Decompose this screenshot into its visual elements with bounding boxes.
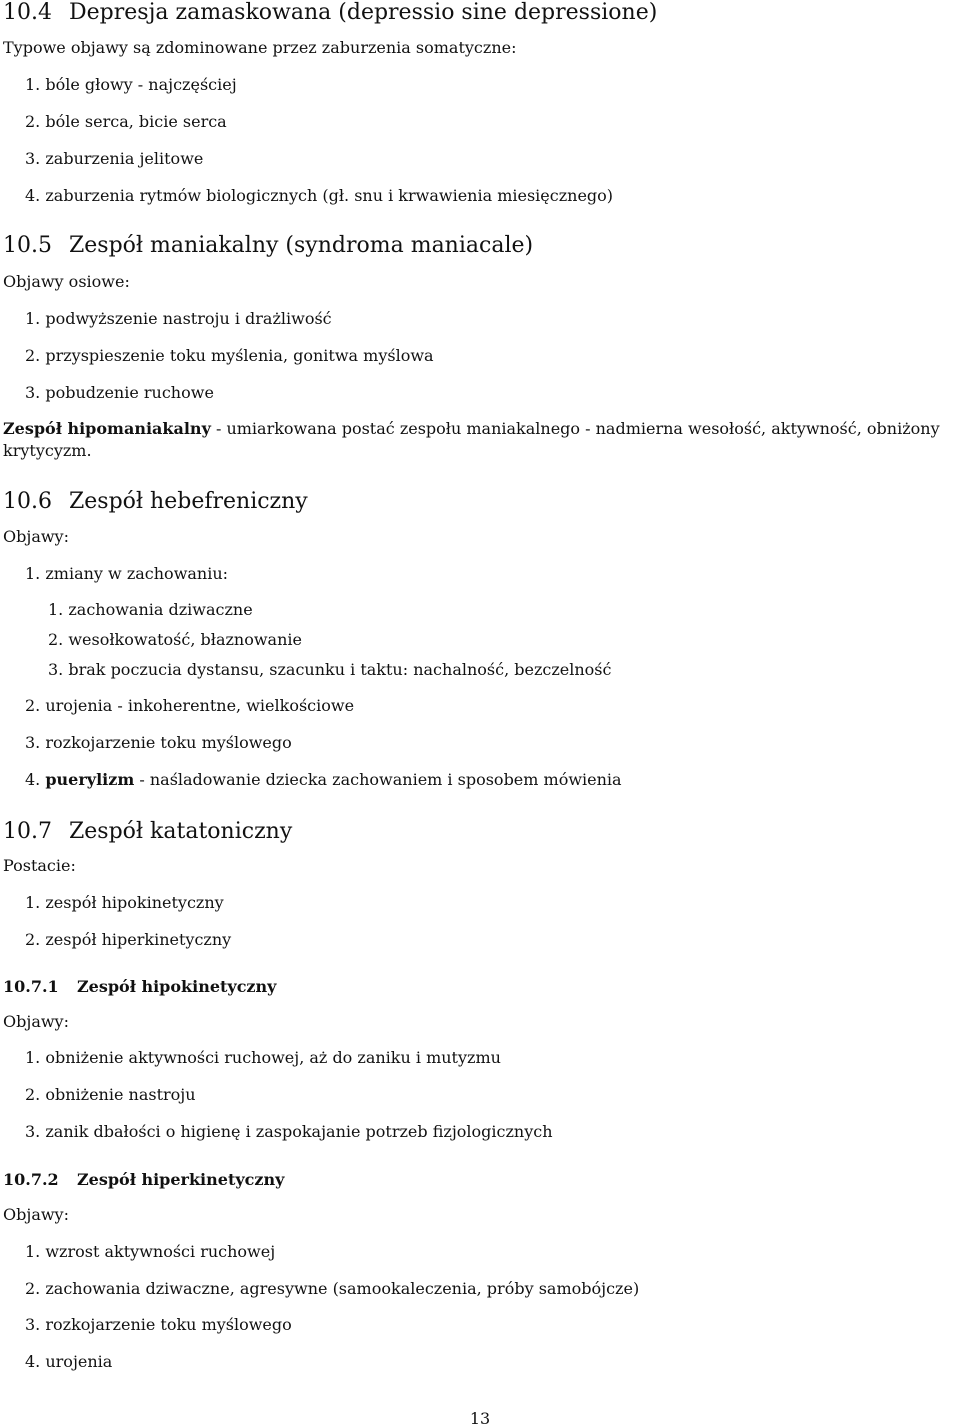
hypomania-term: Zespół hipomaniakalny [3, 419, 211, 438]
list-item: 2. przyspieszenie toku myślenia, gonitwa myślowa [25, 346, 434, 365]
subsection-title: Zespół hiperkinetyczny [77, 1170, 285, 1189]
list-item: 3. rozkojarzenie toku myślowego [25, 1315, 292, 1334]
section-title: Depresja zamaskowana (depressio sine depressione) [69, 0, 658, 25]
subsection-title: Zespół hipokinetyczny [77, 977, 277, 996]
list-item: 3. pobudzenie ruchowe [25, 383, 214, 402]
subsection-heading-10-7-1 [3, 977, 276, 996]
section-heading-10-5 [3, 233, 533, 258]
subsection-heading-10-7-2 [3, 1170, 284, 1189]
section-intro: Objawy: [3, 1205, 69, 1224]
list-item: 1. zmiany w zachowaniu: [25, 564, 229, 583]
section-intro: Postacie: [3, 856, 76, 875]
nested-list-item: 1. zachowania dziwaczne [48, 600, 253, 619]
subsection-number: 10.7.1 [3, 977, 59, 996]
section-number: 10.4 [3, 0, 52, 25]
section-title: Zespół maniakalny (syndroma maniacale) [69, 233, 534, 258]
list-item: 4. zaburzenia rytmów biologicznych (gł. snu i krwawienia miesięcznego) [25, 186, 614, 205]
list-item: 2. urojenia - inkoherentne, wielkościowe [25, 696, 355, 715]
nested-list-item: 3. brak poczucia dystansu, szacunku i taktu: nachalność, bezczelność [48, 660, 612, 679]
list-item: 4. urojenia [25, 1352, 113, 1371]
hypomania-paragraph [3, 418, 958, 462]
section-intro: Objawy osiowe: [3, 272, 130, 291]
list-item: 1. bóle głowy - najczęściej [25, 75, 237, 94]
list-item: 1. obniżenie aktywności ruchowej, aż do zaniku i mutyzmu [25, 1048, 501, 1067]
section-title: Zespół hebefreniczny [69, 489, 308, 514]
section-intro: Objawy: [3, 527, 69, 546]
list-number: 4. [25, 770, 46, 789]
puerilism-definition: - naśladowanie dziecka zachowaniem i sposobem mówienia [134, 770, 622, 789]
list-item: 3. rozkojarzenie toku myślowego [25, 733, 292, 752]
list-item-puerilism [25, 770, 622, 789]
list-item: 2. zachowania dziwaczne, agresywne (samookaleczenia, próby samobójcze) [25, 1279, 640, 1298]
section-intro: Objawy: [3, 1012, 69, 1031]
list-item: 1. podwyższenie nastroju i drażliwość [25, 309, 332, 328]
list-item: 3. zanik dbałości o higienę i zaspokajanie potrzeb fizjologicznych [25, 1122, 553, 1141]
subsection-number: 10.7.2 [3, 1170, 59, 1189]
section-heading-10-4 [3, 0, 657, 25]
page-number: 13 [469, 1409, 491, 1428]
section-number: 10.5 [3, 233, 52, 258]
list-item: 3. zaburzenia jelitowe [25, 149, 204, 168]
list-item: 2. obniżenie nastroju [25, 1085, 196, 1104]
list-item: 2. bóle serca, bicie serca [25, 112, 227, 131]
section-title: Zespół katatoniczny [69, 819, 293, 844]
list-item: 1. zespół hipokinetyczny [25, 893, 224, 912]
puerilism-term: puerylizm [45, 770, 135, 789]
section-number: 10.6 [3, 489, 52, 514]
nested-list-item: 2. wesołkowatość, błaznowanie [48, 630, 302, 649]
list-item: 2. zespół hiperkinetyczny [25, 930, 232, 949]
hypomania-definition: - umiarkowana postać zespołu maniakalnego - nadmierna wesołość, aktywność, obniżony krytycyzm. [3, 419, 940, 460]
section-number: 10.7 [3, 819, 52, 844]
section-heading-10-7 [3, 819, 292, 844]
section-heading-10-6 [3, 489, 308, 514]
list-item: 1. wzrost aktywności ruchowej [25, 1242, 276, 1261]
section-intro: Typowe objawy są zdominowane przez zaburzenia somatyczne: [3, 38, 517, 57]
